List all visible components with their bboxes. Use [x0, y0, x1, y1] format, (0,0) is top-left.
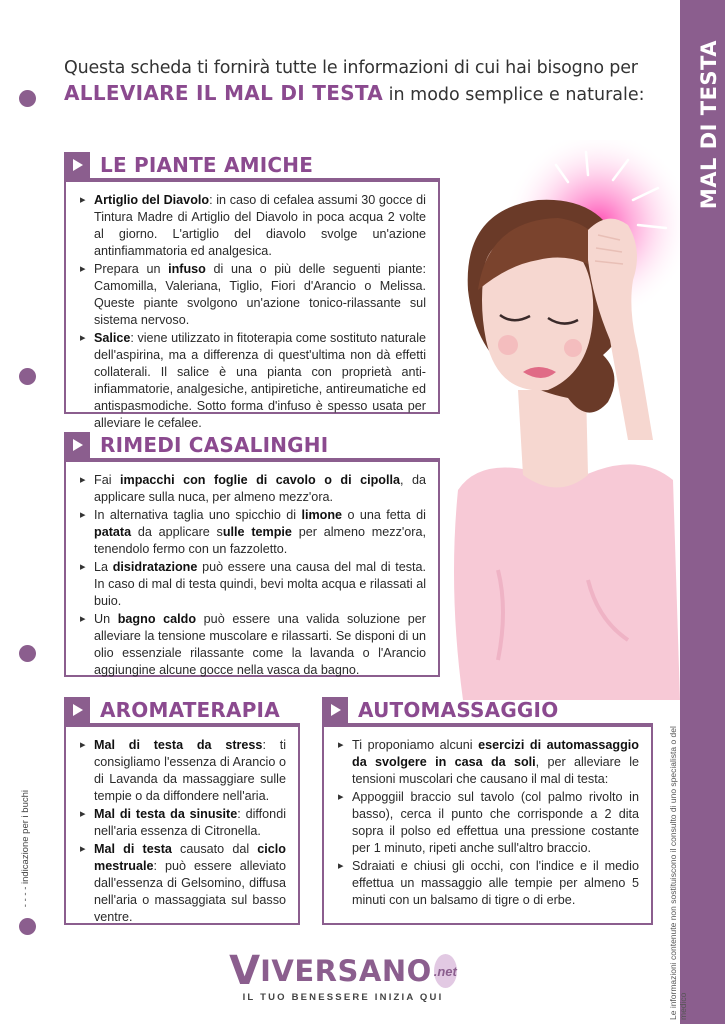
viversano-logo[interactable]	[229, 948, 457, 1003]
list-piante	[80, 192, 426, 432]
section-title-rimedi: RIMEDI CASALINGHI	[100, 433, 329, 457]
disclaimer: Le informazioni contenute non sostituiscono il consulto di uno specialista o del medico	[668, 726, 688, 1020]
text: : diffondi nell'aria essenza di Citronella.	[94, 807, 286, 838]
binder-hole	[19, 645, 36, 662]
text: , per alleviare le tensioni muscolari che causano il mal di testa:	[352, 755, 639, 786]
text: Prepara un	[94, 262, 169, 276]
list-massaggio	[338, 737, 639, 909]
play-icon	[64, 152, 90, 178]
side-title: MAL DI TESTA	[697, 40, 721, 210]
play-icon	[64, 432, 90, 458]
list-item	[80, 261, 426, 329]
list-item	[338, 789, 639, 857]
bold-text: Salice	[94, 331, 131, 345]
bold-text: Mal di testa	[94, 842, 172, 856]
section-header-massaggio	[322, 697, 558, 723]
bold-text: infuso	[168, 262, 206, 276]
text: , da applicare sulla nuca, per almeno mezz'ora.	[94, 473, 426, 504]
text: : in caso di cefalea assumi 30 gocce di Tintura Madre di Artiglio del Diavolo in poca acqua 2 volte al giorno. L'artiglio del diavolo svolge un'azione antinfiammatoria ed analgesica.	[94, 193, 426, 258]
bold-text: bagno caldo	[117, 612, 197, 626]
shirt	[454, 464, 680, 700]
woman-headache-illustration	[438, 140, 680, 700]
logo-tagline: IL TUO BENESSERE INIZIA QUI	[242, 992, 444, 1003]
intro-line-2	[64, 81, 664, 105]
text: per almeno mezz'ora, tenendolo fermo con un fazzoletto.	[94, 525, 426, 556]
text: : può essere alleviato dall'essenza di Gelsomino, diffusa nell'aria o massaggiata sul basso ventre.	[94, 859, 286, 924]
text: La	[94, 560, 113, 574]
box-aroma	[64, 725, 300, 925]
bold-text: Artiglio del Diavolo	[94, 193, 210, 207]
text: : viene utilizzato in fitoterapia come sostituto naturale dell'aspirina, ma a differenza di quest'ultima non dà effetti collaterali. Il salice è una pianta con proprietà anti-infiammatorie, analgesiche, antipiretiche, antireumatiche ed antispasmodiche. Sotto forma d'infuso è spesso usata per alleviare le cefalee.	[94, 331, 426, 430]
bold-text: Mal di testa da sinusite	[94, 807, 238, 821]
bold-text: ulle tempie	[222, 525, 292, 539]
bold-text: Mal di testa da stress	[94, 738, 263, 752]
text: di una o più delle seguenti piante: Camomilla, Valeriana, Tiglio, Fiori d'Arancio o Melissa. Queste piante svolgono un'azione tonico-rilassante sul sistema nervoso.	[94, 262, 426, 327]
list-item	[338, 858, 639, 909]
text: In alternativa taglia uno spicchio di	[94, 508, 302, 522]
text: Ti proponiamo alcuni	[352, 738, 479, 752]
text: o una fetta di	[342, 508, 426, 522]
list-item	[80, 559, 426, 610]
play-icon	[64, 697, 90, 723]
section-header-rimedi	[64, 432, 328, 458]
text: può essere una causa del mal di testa. In caso di mal di testa quindi, bevi molta acqua e rilassati al buio.	[94, 560, 427, 608]
text: causato dal	[171, 842, 258, 856]
bold-text: limone	[301, 508, 343, 522]
logo-word: IVERSANO	[260, 954, 432, 988]
box-rimedi	[64, 460, 440, 677]
intro-line-1: Questa scheda ti fornirà tutte le informazioni di cui hai bisogno per	[64, 58, 638, 78]
logo-v: V	[229, 948, 261, 994]
section-title-aroma: AROMATERAPIA	[100, 698, 280, 722]
list-item	[338, 737, 639, 788]
list-item	[80, 507, 426, 558]
list-item	[80, 192, 426, 260]
section-title-piante: LE PIANTE AMICHE	[100, 153, 314, 177]
binder-hole	[19, 918, 36, 935]
list-item	[80, 472, 426, 506]
list-rimedi	[80, 472, 426, 679]
list-item	[80, 330, 426, 432]
box-piante	[64, 180, 440, 430]
section-header-aroma	[64, 697, 280, 723]
text: Appoggiil braccio sul tavolo (col palmo rivolto in basso), cerca il punto che corrisponde a 2 dita sopra il polso ed effettua una pressione costante per 1 minuto, ripeti anche sull'altro braccio.	[352, 790, 639, 855]
bold-text: disidratazione	[112, 560, 198, 574]
list-item	[80, 806, 286, 840]
play-icon	[322, 697, 348, 723]
list-aroma	[80, 737, 286, 926]
intro	[64, 58, 664, 105]
text: Un	[94, 612, 118, 626]
text: : ti consigliamo l'essenza di Arancio o di Lavanda da massaggiare sulle tempie o da diffondere nell'aria.	[94, 738, 287, 803]
bold-text: ciclo mestruale	[94, 842, 286, 873]
logo-main	[229, 948, 457, 994]
binder-hole	[19, 90, 36, 107]
bold-text: esercizi di automassaggio da svolgere in casa da soli	[352, 738, 639, 769]
text: Sdraiati e chiusi gli occhi, con l'indice e il medio effettua un massaggio alle tempie per almeno 5 minuti con un balsamo di tigre o di erbe.	[352, 859, 639, 907]
box-massaggio	[322, 725, 653, 925]
holes-note: - - - - indicazione per i buchi	[20, 790, 31, 908]
text: da applicare s	[131, 525, 223, 539]
intro-rest: in modo semplice e naturale:	[383, 85, 645, 105]
intro-highlight: ALLEVIARE IL MAL DI TESTA	[64, 81, 384, 105]
bold-text: patata	[94, 525, 132, 539]
text: Fai	[94, 473, 121, 487]
list-item	[80, 611, 426, 679]
list-item	[80, 737, 286, 805]
section-title-massaggio: AUTOMASSAGGIO	[358, 698, 559, 722]
section-header-piante	[64, 152, 313, 178]
list-item	[80, 841, 286, 926]
logo-net-badge: .net	[434, 954, 457, 988]
binder-hole	[19, 368, 36, 385]
text: può essere una valida soluzione per alleviare la tensione muscolare e rilassarti. Se disponi di un olio essenziale rilassante come la lavanda o l'Arancio aggiungine alcune gocce nella vasca da bagno.	[94, 612, 426, 677]
bold-text: impacchi con foglie di cavolo o di cipolla	[120, 473, 400, 487]
